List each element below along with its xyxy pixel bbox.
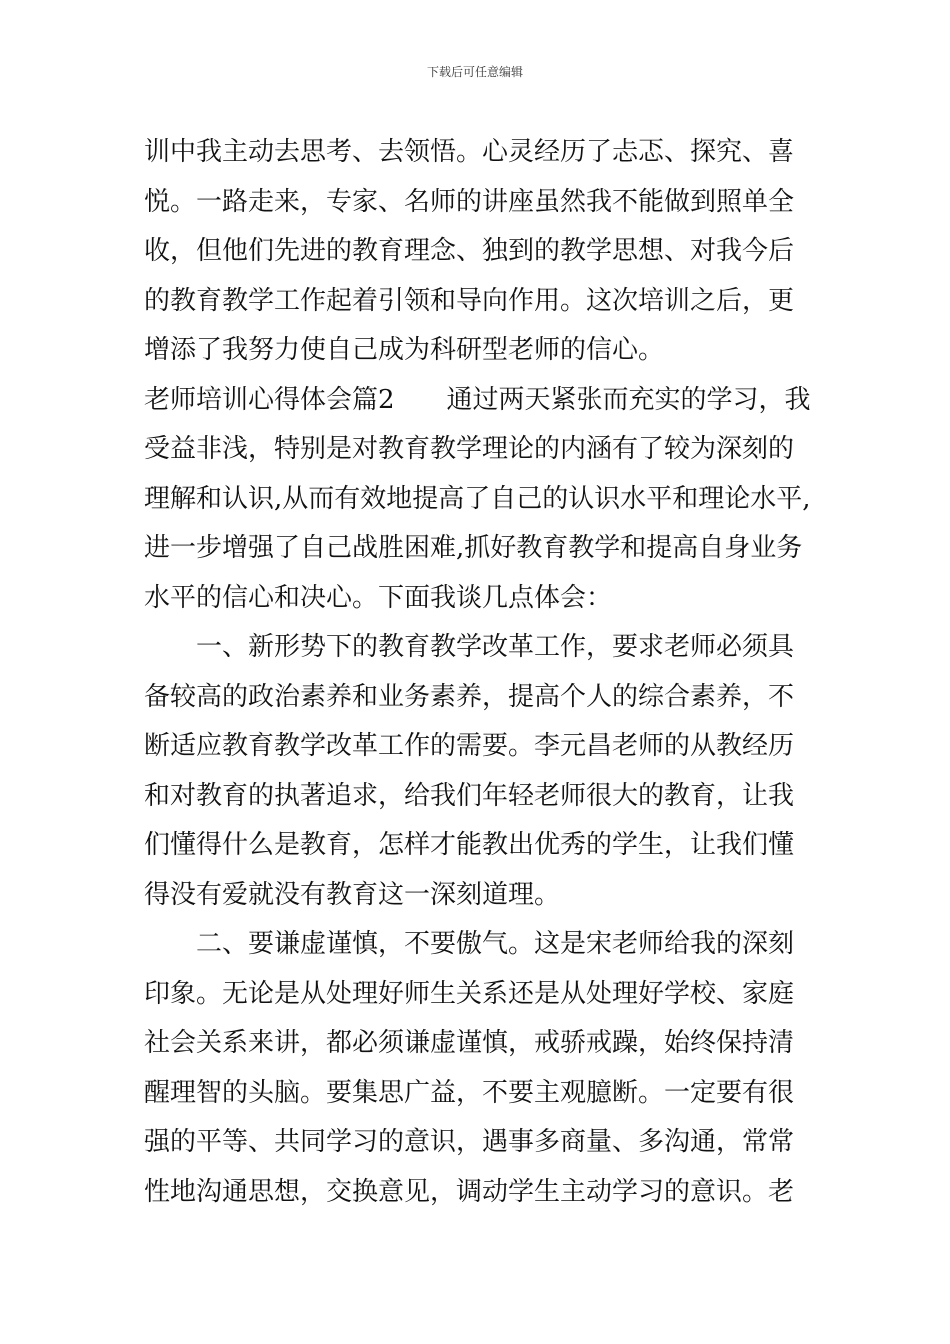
text-line: 收，但他们先进的教育理念、独到的教学思想、对我今后 (144, 236, 795, 266)
text-line: 社会关系来讲，都必须谦虚谨慎，戒骄戒躁，始终保持清 (144, 1028, 795, 1058)
text-line: 训中我主动去思考、去领悟。心灵经历了忐忑、探究、喜 (144, 137, 795, 167)
text-line: 理解和认识,从而有效地提高了自己的认识水平和理论水平, (144, 483, 811, 514)
text-line: 悦。一路走来，专家、名师的讲座虽然我不能做到照单全 (144, 186, 795, 217)
paragraph-start-line: 一、新形势下的教育教学改革工作，要求老师必须具 (196, 632, 795, 662)
text-line: 备较高的政治素养和业务素养，提高个人的综合素养，不 (144, 681, 795, 712)
text-line: 的教育教学工作起着引领和导向作用。这次培训之后，更 (144, 285, 795, 316)
text-line: 得没有爱就没有教育这一深刻道理。 (144, 879, 561, 910)
text-line: 和对教育的执著追求，给我们年轻老师很大的教育，让我 (144, 780, 795, 811)
text-line: 醒理智的头脑。要集思广益，不要主观臆断。一定要有很 (144, 1077, 795, 1108)
text-line: 水平的信心和决心。下面我谈几点体会： (144, 582, 613, 613)
section-heading-line: 老师培训心得体会篇2 通过两天紧张而充实的学习，我 (144, 384, 811, 415)
text-line: 性地沟通思想，交换意见，调动学生主动学习的意识。老 (144, 1176, 795, 1207)
text-line: 增添了我努力使自己成为科研型老师的信心。 (144, 335, 665, 365)
text-line: 受益非浅，特别是对教育教学理论的内涵有了较为深刻的 (144, 434, 795, 464)
text-line: 进一步增强了自己战胜困难,抓好教育教学和提高自身业务 (144, 533, 803, 563)
paragraph-start-line: 二、要谦虚谨慎，不要傲气。这是宋老师给我的深刻 (196, 929, 795, 959)
text-line: 印象。无论是从处理好师生关系还是从处理好学校、家庭 (144, 978, 795, 1009)
text-line: 们懂得什么是教育，怎样才能教出优秀的学生，让我们懂 (144, 830, 795, 860)
text-line: 断适应教育教学改革工作的需要。李元昌老师的从教经历 (144, 731, 795, 761)
document-body (144, 128, 814, 1217)
text-line: 强的平等、共同学习的意识，遇事多商量、多沟通，常常 (144, 1127, 795, 1157)
page-header: 下载后可任意编辑 (426, 65, 523, 79)
